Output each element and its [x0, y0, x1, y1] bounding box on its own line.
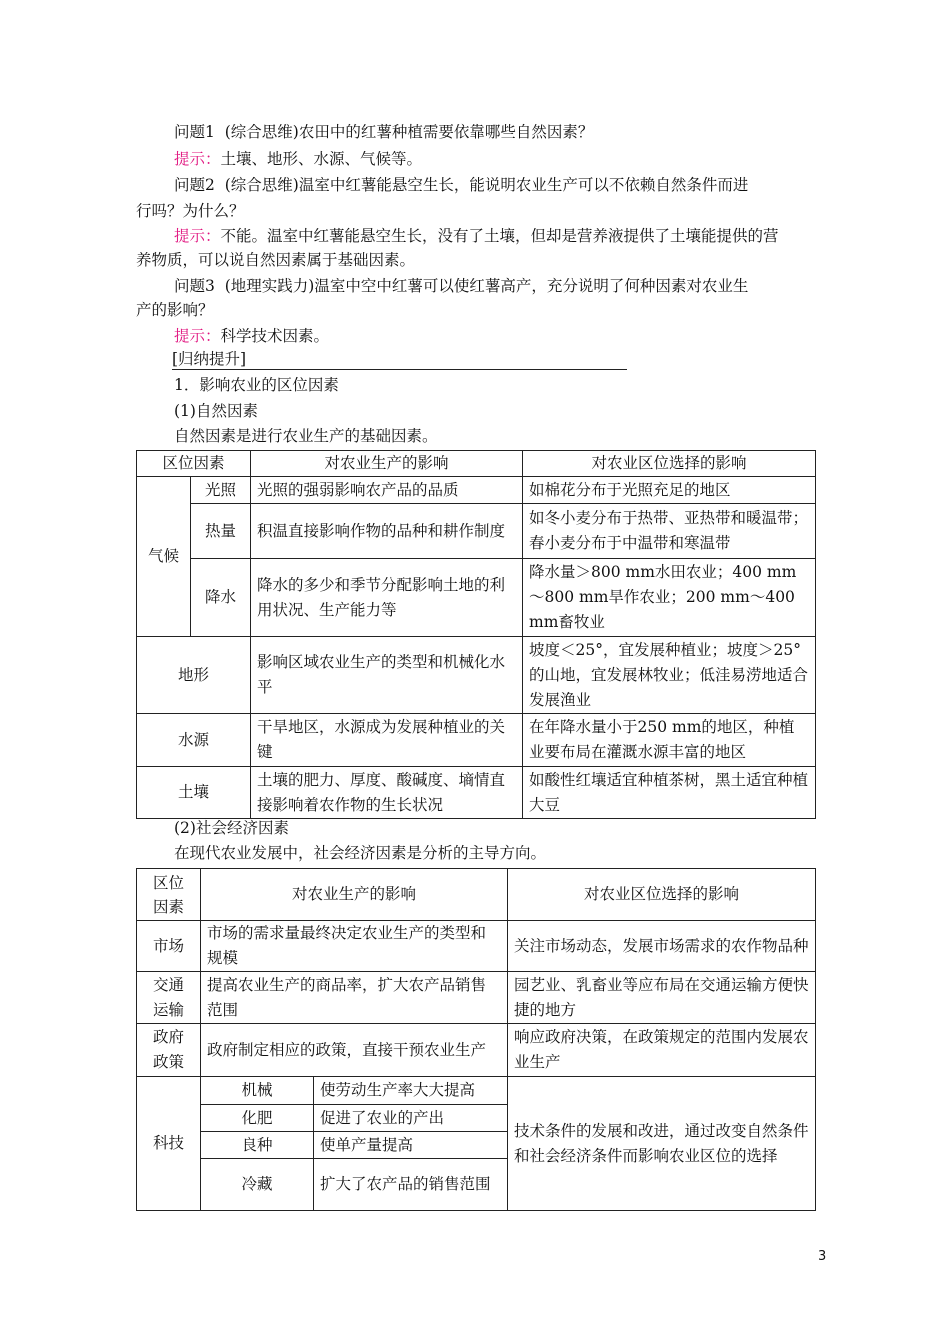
question-label: 问题2 — [174, 176, 215, 194]
row-effect: 干旱地区，水源成为发展种植业的关键 — [251, 714, 523, 767]
row-factor: 热量 — [191, 504, 251, 559]
hint-text: 养物质，可以说自然因素属于基础因素。 — [136, 251, 416, 269]
row-factor — [137, 1024, 201, 1077]
question-text: 行吗？为什么？ — [136, 202, 245, 220]
row-choice: 如棉花分布于光照充足的地区 — [523, 477, 816, 504]
subsection-natural: (1)自然因素 — [174, 402, 258, 420]
hint-label: 提示： — [174, 150, 221, 168]
row-factor: 土壤 — [137, 767, 251, 819]
induce-title: [归纳提升] — [172, 349, 627, 370]
row-choice: 响应政府决策，在政策规定的范围内发展农业生产 — [508, 1024, 816, 1077]
question-label: 问题1 — [174, 123, 215, 141]
table-row — [137, 637, 816, 714]
row-factor: 光照 — [191, 477, 251, 504]
table-row — [137, 477, 816, 504]
table-row — [137, 972, 816, 1024]
row-choice: 如冬小麦分布于热带、亚热带和暖温带；春小麦分布于中温带和寒温带 — [523, 504, 816, 559]
header-factor-text: 区位因素 — [152, 873, 184, 916]
hint-label: 提示： — [174, 227, 221, 245]
tech-effect: 促进了农业的产出 — [314, 1105, 508, 1132]
header-factor: 区位因素 — [137, 451, 251, 477]
tech-effect: 扩大了农产品的销售范围 — [314, 1159, 508, 1211]
row-effect: 提高农业生产的商品率，扩大农产品销售范围 — [201, 972, 508, 1024]
hint-2 — [174, 226, 779, 246]
climate-label: 气候 — [137, 477, 191, 637]
question-label: 问题3 — [174, 277, 215, 295]
hint-label: 提示： — [174, 327, 221, 345]
row-effect: 市场的需求量最终决定农业生产的类型和规模 — [201, 921, 508, 972]
row-effect: 光照的强弱影响农产品的品质 — [251, 477, 523, 504]
table-row — [137, 559, 816, 637]
subsection-social: (2)社会经济因素 — [174, 819, 289, 837]
question-3-cont — [136, 300, 214, 320]
question-2 — [174, 175, 748, 195]
row-effect: 土壤的肥力、厚度、酸碱度、墒情直接影响着农作物的生长状况 — [251, 767, 523, 819]
section-1-heading: 1．影响农业的区位因素 — [174, 376, 339, 394]
tech-choice: 技术条件的发展和改进，通过改变自然条件和社会经济条件而影响农业区位的选择 — [508, 1077, 816, 1211]
row-factor-text: 政府政策 — [152, 1028, 184, 1071]
row-factor-text: 交通运输 — [152, 975, 184, 1019]
natural-factors-table — [136, 450, 816, 819]
tech-item: 良种 — [201, 1132, 314, 1159]
header-factor — [137, 869, 201, 921]
row-effect: 降水的多少和季节分配影响土地的利用状况、生产能力等 — [251, 559, 523, 637]
tech-item: 冷藏 — [201, 1159, 314, 1211]
row-choice: 如酸性红壤适宜种植茶树，黑土适宜种植大豆 — [523, 767, 816, 819]
table-row — [137, 1024, 816, 1077]
table-header-row — [137, 451, 816, 477]
question-1 — [174, 122, 593, 142]
question-text: (地理实践力)温室中空中红薯可以使红薯高产，充分说明了何种因素对农业生 — [224, 277, 749, 295]
table-row — [137, 504, 816, 559]
header-effect: 对农业生产的影响 — [251, 451, 523, 477]
row-choice: 坡度＜25°，宜发展种植业；坡度＞25°的山地，宜发展林牧业；低洼易涝地适合发展渔业 — [523, 637, 816, 714]
row-factor: 降水 — [191, 559, 251, 637]
table-row — [137, 1077, 816, 1105]
header-effect: 对农业生产的影响 — [201, 869, 508, 921]
row-choice: 在年降水量小于250 mm的地区，种植业要布局在灌溉水源丰富的地区 — [523, 714, 816, 767]
row-factor: 水源 — [137, 714, 251, 767]
hint-2-cont — [136, 250, 415, 270]
tech-item: 化肥 — [201, 1105, 314, 1132]
header-choice: 对农业区位选择的影响 — [523, 451, 816, 477]
row-factor — [137, 972, 201, 1024]
tech-effect: 使单产量提高 — [314, 1132, 508, 1159]
hint-3 — [174, 326, 329, 346]
row-choice: 园艺业、乳畜业等应布局在交通运输方便快捷的地方 — [508, 972, 816, 1024]
row-factor: 地形 — [137, 637, 251, 714]
hint-text: 土壤、地形、水源、气候等。 — [220, 150, 423, 168]
hint-text: 科学技术因素。 — [220, 327, 330, 345]
table-header-row — [137, 869, 816, 921]
question-3 — [174, 276, 748, 296]
row-effect: 影响区域农业生产的类型和机械化水平 — [251, 637, 523, 714]
tech-label: 科技 — [137, 1077, 201, 1211]
question-text: 产的影响？ — [136, 301, 214, 319]
hint-text: 不能。温室中红薯能悬空生长，没有了土壤，但却是营养液提供了土壤能提供的营 — [220, 227, 779, 245]
subsection-social-desc: 在现代农业发展中，社会经济因素是分析的主导方向。 — [174, 844, 547, 862]
page-number: 3 — [818, 1249, 827, 1264]
question-2-cont — [136, 201, 245, 221]
table-row — [137, 921, 816, 972]
social-factors-table — [136, 868, 816, 1211]
table-row — [137, 714, 816, 767]
row-choice: 降水量＞800 mm水田农业；400 mm～800 mm旱作农业；200 mm～400 mm畜牧业 — [523, 559, 816, 637]
row-factor: 市场 — [137, 921, 201, 972]
row-effect: 积温直接影响作物的品种和耕作制度 — [251, 504, 523, 559]
row-choice: 关注市场动态，发展市场需求的农作物品种 — [508, 921, 816, 972]
subsection-natural-desc: 自然因素是进行农业生产的基础因素。 — [174, 427, 438, 445]
question-text: (综合思维)农田中的红薯种植需要依靠哪些自然因素？ — [224, 123, 594, 141]
header-choice: 对农业区位选择的影响 — [508, 869, 816, 921]
row-effect: 政府制定相应的政策，直接干预农业生产 — [201, 1024, 508, 1077]
table-row — [137, 767, 816, 819]
hint-1 — [174, 149, 422, 169]
tech-effect: 使劳动生产率大大提高 — [314, 1077, 508, 1105]
question-text: (综合思维)温室中红薯能悬空生长，能说明农业生产可以不依赖自然条件而进 — [224, 176, 749, 194]
tech-item: 机械 — [201, 1077, 314, 1105]
